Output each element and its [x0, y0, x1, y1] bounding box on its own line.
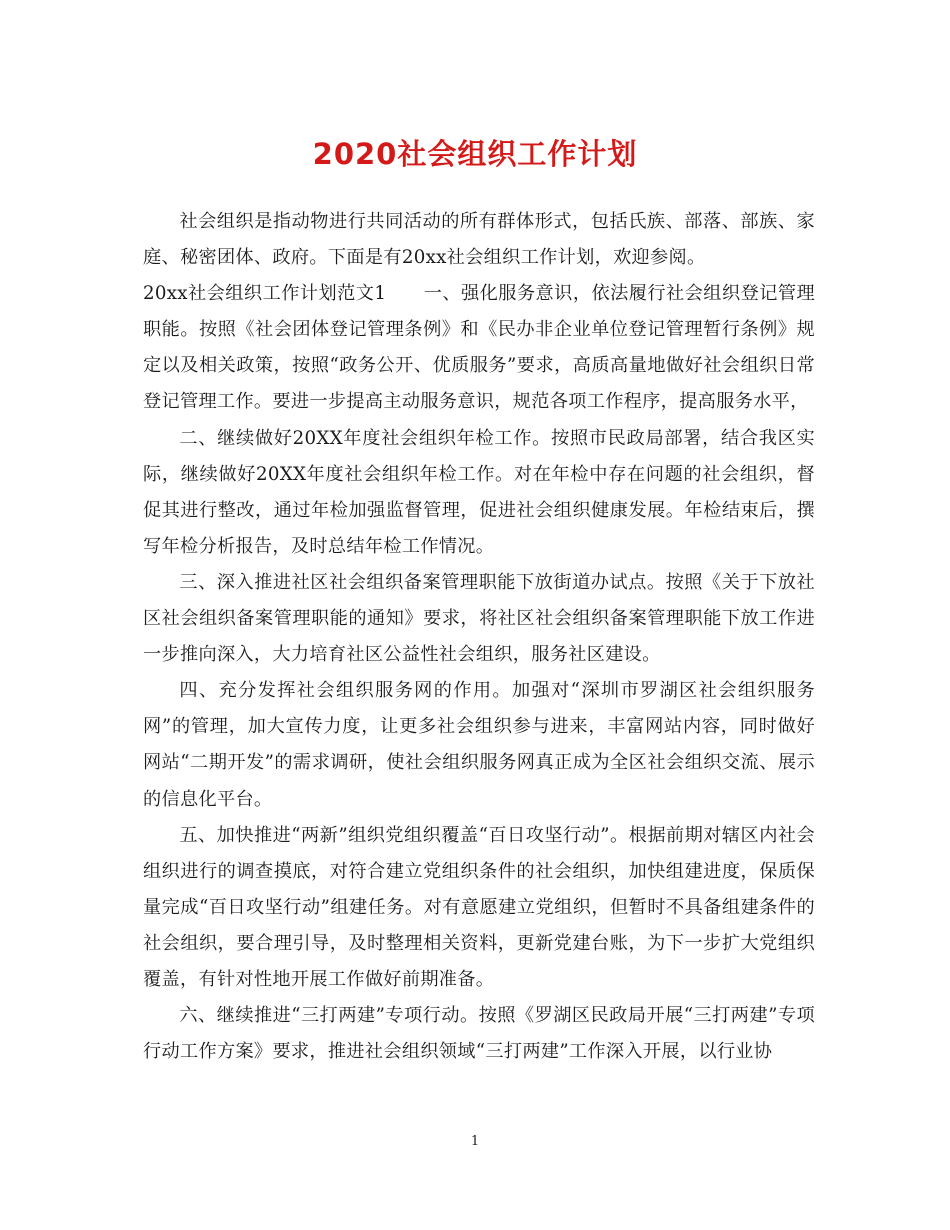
document-body	[143, 204, 815, 1070]
paragraph-section-5: 五、加快推进“两新”组织党组织覆盖“百日攻坚行动”。根据前期对辖区内社会组织进行的调查摸底，对符合建立党组织条件的社会组织，加快组建进度，保质保量完成“百日攻坚行动”组建任务。对有意愿建立党组织，但暂时不具备组建条件的社会组织，要合理引导，及时整理相关资料，更新党建台账，为下一步扩大党组织覆盖，有针对性地开展工作做好前期准备。	[143, 824, 815, 990]
paragraph-section-6: 六、继续推进“三打两建”专项行动。按照《罗湖区民政局开展“三打两建”专项行动工作方案》要求，推进社会组织领域“三打两建”工作深入开展，以行业协	[143, 1005, 815, 1063]
paragraph-section-3: 三、深入推进社区社会组织备案管理职能下放街道办试点。按照《关于下放社区社会组织备案管理职能的通知》要求，将社区社会组织备案管理职能下放工作进一步推向深入，大力培育社区公益性社会组织，服务社区建设。	[143, 571, 815, 666]
paragraph-section-4: 四、充分发挥社会组织服务网的作用。加强对“深圳市罗湖区社会组织服务网”的管理，加大宣传力度，让更多社会组织参与进来，丰富网站内容，同时做好网站“二期开发”的需求调研，使社会组织服务网真正成为全区社会组织交流、展示的信息化平台。	[143, 680, 815, 810]
page-number: 1	[470, 1134, 480, 1149]
paragraph-section-2: 二、继续做好20XX年度社会组织年检工作。按照市民政局部署，结合我区实际，继续做好20XX年度社会组织年检工作。对在年检中存在问题的社会组织，督促其进行整改，通过年检加强监督管理，促进社会组织健康发展。年检结束后，撰写年检分析报告，及时总结年检工作情况。	[143, 427, 815, 557]
paragraph-section-1: 20xx社会组织工作计划范文1 一、强化服务意识，依法履行社会组织登记管理职能。按照《社会团体登记管理条例》和《民办非企业单位登记管理暂行条例》规定以及相关政策，按照“政务公开、优质服务”要求，高质高量地做好社会组织日常登记管理工作。要进一步提高主动服务意识，规范各项工作程序，提高服务水平，	[143, 283, 815, 413]
paragraph-intro: 社会组织是指动物进行共同活动的所有群体形式，包括氏族、部落、部族、家庭、秘密团体、政府。下面是有20xx社会组织工作计划，欢迎参阅。	[143, 211, 815, 269]
document-title: 2020社会组织工作计划	[312, 137, 638, 171]
